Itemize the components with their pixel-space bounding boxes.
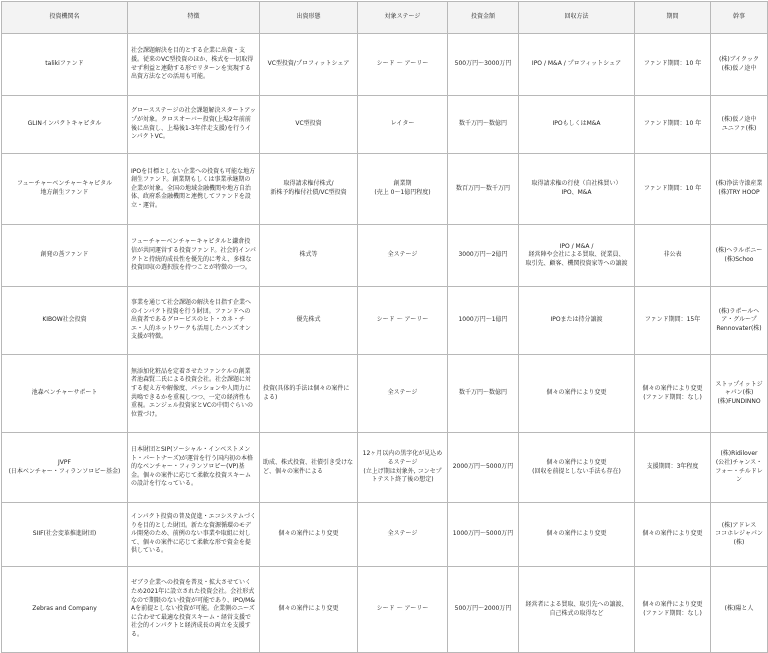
feature-cell: 社会課題解決を目的とする企業に出資・支援。従来のVC型投資のほか、株式を一切取得せず利益と連動する形でリターンを実現する出資方法などの活用も可能。 [128,34,260,96]
investment-form-cell: VC型投資 [260,96,358,154]
period-cell: ファンド期間：10 年 [635,96,711,154]
exit-method-cell: IPOまたは持分譲渡 [519,287,635,355]
fund-comparison-table [1,1,768,653]
investment-form-cell: 取得請求権付株式/ 新株予約権付社債/VC型投資 [260,154,358,225]
exit-method-cell: IPO / M&A / プロフィットシェア [519,34,635,96]
exit-method-cell: 経営者による買取、取引先への譲渡、 自己株式の取得など [519,567,635,653]
feature-cell: フューチャーベンチャーキャピタルと鎌倉投信が共同運営する投資ファンド。社会的インパクトと持続的成長性を優先的に考え、多様な投資回収の選択肢を持つことが特徴の一つ。 [128,225,260,287]
portfolio-cell: (株)アドレス ココホレジャパン(株) [711,503,768,567]
portfolio-cell: (株)Ridilover (公社)チャンス・フォー・チルドレン [711,433,768,503]
exit-method-cell: 個々の案件により変更 [519,355,635,433]
investment-amount-cell: 数千万円〜数億円 [448,355,519,433]
table-row [2,433,768,503]
portfolio-cell: (株)陽と人 [711,567,768,653]
fund-name-cell: 創発の莟ファンド [2,225,128,287]
table-row [2,287,768,355]
target-stage-cell: レイター [358,96,448,154]
fund-name-cell: talikiファンド [2,34,128,96]
target-stage-cell: 全ステージ [358,355,448,433]
investment-amount-cell: 数百万円〜数千万円 [448,154,519,225]
header-exit-method: 回収方法 [519,2,635,34]
investment-form-cell: 個々の案件により変更 [260,503,358,567]
target-stage-cell: シード 〜 アーリー [358,34,448,96]
period-cell: 個々の案件により変更 (ファンド期間：なし) [635,355,711,433]
table-row [2,567,768,653]
investment-amount-cell: 1000万円〜5000万円 [448,503,519,567]
target-stage-cell: 全ステージ [358,225,448,287]
feature-cell: グロースステージの社会課題解決スタートアップが対象。クロスオーバー投資(上場2年前前後に出資し、上場後1-3年伴走支援)を行うインパクトVC。 [128,96,260,154]
target-stage-cell: 12ヶ月以内の黒字化が見込めるステージ (立上げ期は対象外, コンセプトテスト終了後の想定) [358,433,448,503]
table-row [2,225,768,287]
target-stage-cell: 全ステージ [358,503,448,567]
feature-cell: ゼブラ企業への投資を普及・拡大させていくため2021年に設立された投資会社。会社形式なので期限のない投資が可能であり、IPO/M&Aを前提としない投資が可能。企業側のニーズに合わせて最適な投資スキーム・経営支援で社会的インパクトと経済成長の両立を支援する。 [128,567,260,653]
investment-form-cell: VC型投資/プロフィットシェア [260,34,358,96]
exit-method-cell: 取得請求権の行使（自社株買い） IPO、M&A [519,154,635,225]
header-fund-name: 投資機関名 [2,2,128,34]
investment-amount-cell: 数千万円〜数億円 [448,96,519,154]
table-row [2,154,768,225]
portfolio-cell: (株)浄法寺漆産業 (株)TRY HOOP [711,154,768,225]
table-row [2,503,768,567]
investment-amount-cell: 1000万円〜1億円 [448,287,519,355]
period-cell: 非公表 [635,225,711,287]
header-target-stage: 対象ステージ [358,2,448,34]
investment-amount-cell: 3000万円〜2億円 [448,225,519,287]
period-cell: 個々の案件により変更 (ファンド期間：なし) [635,567,711,653]
investment-amount-cell: 500万円〜2000万円 [448,567,519,653]
portfolio-cell: (株)仮ノ途中 ユニファ(株) [711,96,768,154]
period-cell: 支援期間：3年程度 [635,433,711,503]
header-feature: 特徴 [128,2,260,34]
fund-name-cell: 池森ベンチャーサポート [2,355,128,433]
fund-name-cell: KIBOW社会投資 [2,287,128,355]
exit-method-cell: 個々の案件により変更 (回収を前提としない手法も存在) [519,433,635,503]
target-stage-cell: シード 〜 アーリー [358,287,448,355]
period-cell: 個々の案件により変更 [635,503,711,567]
feature-cell: 無添加化粧品を定着させたファンケルの創業者池森賢二氏による投資会社。社会課題に対する捉え方や解像度、パッションや人間力に共鳴できるかを重視しつつ、一定の経済性も重視。エンジェル投資家とVCの中間ぐらいの位置づけ。 [128,355,260,433]
investment-amount-cell: 2000万円〜5000万円 [448,433,519,503]
table-row [2,355,768,433]
portfolio-cell: (株)ブイクック (株)仮ノ途中 [711,34,768,96]
target-stage-cell: シード 〜 アーリー [358,567,448,653]
investment-amount-cell: 500万円〜3000万円 [448,34,519,96]
feature-cell: 事業を通じて社会課題の解決を目指す企業へのインパクト投資を行う財団。ファンドへの出資者であるグロービスのヒト・カネ・チエ・人的ネットワークも活用したハンズオン支援が特徴。 [128,287,260,355]
investment-form-cell: 個々の案件により変更 [260,567,358,653]
header-investment-amount: 投資金額 [448,2,519,34]
investment-form-cell: 株式等 [260,225,358,287]
target-stage-cell: 創業期 (売上 0〜1億円程度) [358,154,448,225]
exit-method-cell: 個々の案件により変更 [519,503,635,567]
investment-form-cell: 優先株式 [260,287,358,355]
investment-form-cell: 助成、株式投資、社債引き受けなど、個々の案件による [260,433,358,503]
table-row [2,96,768,154]
header-portfolio: 幹事 [711,2,768,34]
period-cell: ファンド期間：10 年 [635,154,711,225]
feature-cell: インパクト投資の普及促進・エコシステムづくりを目的とした財団。新たな資源循環のモデル開発のため、前例のない事業や取組に対して、個々の案件に応じて柔軟な形で資金を提供している。 [128,503,260,567]
feature-cell: IPOを目標としない企業への投資も可能な地方創生ファンド。創業期もしくは事業承継期の企業が対象。全国の地域金融機関や地方自治体、政府系金融機関と連携してファンドを設立・運営。 [128,154,260,225]
fund-name-cell: GLINインパクトキャピタル [2,96,128,154]
investment-form-cell: 投資(具体的手法は個々の案件による) [260,355,358,433]
portfolio-cell: ストップイットジャパン(株) (株)FUNDINNO [711,355,768,433]
fund-name-cell: Zebras and Company [2,567,128,653]
period-cell: ファンド期間：10 年 [635,34,711,96]
fund-name-cell: JVPF (日本ベンチャー・フィランソロピー基金) [2,433,128,503]
header-period: 期間 [635,2,711,34]
portfolio-cell: (株)ヘラルボニー (株)Schoo [711,225,768,287]
header-investment-form: 出資形態 [260,2,358,34]
header-row [2,2,768,34]
fund-name-cell: SIIF(社会変革推進財団) [2,503,128,567]
portfolio-cell: (株)ラポールヘア・グループ Rennovater(株) [711,287,768,355]
table-row [2,34,768,96]
period-cell: ファンド期間：15年 [635,287,711,355]
exit-method-cell: IPOもしくはM&A [519,96,635,154]
feature-cell: 日本財団とSIP(ソーシャル・インベストメント・パートナーズ)が運営を行う国内初の本格的なベンチャー・フィランソロピー(VP)基金。個々の案件に応じて柔軟な投資スキームの設計を行なっている。 [128,433,260,503]
exit-method-cell: IPO / M&A / 経営陣や会社による買取、従業員、 取引先、顧客、機関投資家等への譲渡 [519,225,635,287]
fund-name-cell: フューチャーベンチャーキャピタル 地方創生ファンド [2,154,128,225]
